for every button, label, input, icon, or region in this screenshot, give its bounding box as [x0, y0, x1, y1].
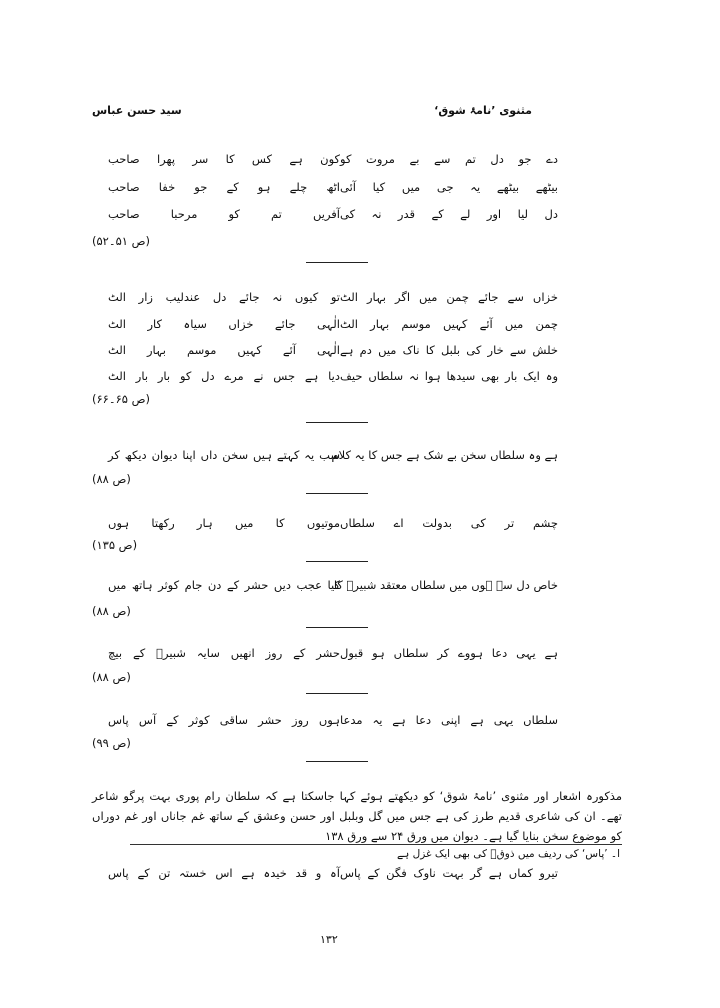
footnote-hemistich: آہ و قد خیدہ ہے اس خستہ تن کے پاس: [108, 866, 340, 880]
verse-hemistich: موتیوں کا میں ہار رکھتا ہوں: [108, 516, 340, 530]
verse-hemistich: خزاں سے جائے چمن میں اگر بہار الٹ: [340, 290, 558, 304]
footnote-rule: [130, 844, 622, 845]
verse-hemistich: چمن میں آئے کہیں موسم بہار الٹ: [340, 317, 558, 331]
verse-hemistich: الٰہی آئے کہیں موسم بہار الٹ: [108, 343, 340, 357]
separator: [306, 761, 368, 762]
page-reference: (ص ۹۹): [92, 736, 131, 750]
verse-hemistich: دل لیا اور لے کے قدر نہ کی: [340, 207, 558, 221]
verse-hemistich: ہے وہ سلطاں سخن بے شک ہے جس کا یہ کلام: [331, 448, 558, 462]
page-reference: (ص ۵۱۔۵۲): [92, 234, 151, 248]
header-title: مثنوی ’نامۂ شوق‘: [434, 104, 532, 117]
separator: [306, 493, 368, 494]
footnote-text: ا۔ ’پاس‘ کی ردیف میں ذوقؔ کی بھی ایک غزل ہے: [396, 848, 620, 860]
separator: [306, 693, 368, 694]
footnote-hemistich: تیرو کماں ہے گر بہت ناوک فگن کے پاس: [340, 866, 558, 880]
verse-hemistich: آفریں تم کو مرحبا صاحب: [108, 207, 340, 221]
verse-hemistich: سلطاں یہی ہے اپنی دعا ہے یہ مدعا: [340, 713, 558, 727]
verse-hemistich: بیٹھے بیٹھے یہ جی میں کیا آئی: [340, 180, 558, 194]
verse-hemistich: خاص دل سے ہوں میں سلطاں معتقد شبیرؑ کا: [333, 578, 558, 592]
verse-hemistich: دیا ہے جس نے مرے دل کو بار بار الٹ: [108, 369, 340, 383]
page-reference: (ص ۸۸): [92, 670, 131, 684]
verse-hemistich: اٹھ چلے ہو کے جو خفا صاحب: [108, 180, 340, 194]
verse-hemistich: خلش سے خار کی بلبل کا ناک میں دم ہے: [340, 343, 558, 357]
separator: [306, 561, 368, 562]
separator: [306, 627, 368, 628]
verse-hemistich: کیا عجب دیں حشر کے دن جام کوثر ہاتھ میں: [108, 578, 340, 592]
page-reference: (ص ۸۸): [92, 472, 131, 486]
separator: [306, 422, 368, 423]
verse-hemistich: کون ہے کس کا سر پھرا صاحب: [108, 152, 340, 166]
verse-hemistich: ہوں روز حشر ساقی کوثر کے آس پاس: [108, 713, 340, 727]
body-paragraph: مذکورہ اشعار اور مثنوی ’نامۂ شوق‘ کو دیکھتے ہوئے کہا جاسکتا ہے کہ سلطان رام پوری بہت پرگو شاعر تھے۔ ان کی شاعری قدیم طرز کی ہے جس میں گل وبلبل اور حسن وعشق کے ساتھ غم جاناں اور غم دوراں کو موضوع سخن بنایا گیا ہے۔ دیوان میں ورق ۲۴ سے ورق ۱۳۸: [92, 789, 622, 843]
page-reference: (ص ۶۵۔۶۶): [92, 392, 151, 406]
header-author: سید حسن عباس: [92, 104, 182, 117]
verse-hemistich: ہے یہی دعا ہووے کر سلطاں ہو قبول: [340, 646, 558, 660]
verse-hemistich: حشر کے روز انھیں سایہ شبیرؑ کے بیچ: [108, 646, 340, 660]
page-reference: (ص ۸۸): [92, 604, 131, 618]
separator: [306, 262, 368, 263]
verse-hemistich: وہ ایک بار بھی سیدھا ہوا نہ سلطاں حیف: [340, 369, 558, 383]
verse-hemistich: تو کیوں نہ جائے دل عندلیب زار الٹ: [108, 290, 340, 304]
page-reference: (ص ۱۳۵): [92, 538, 138, 552]
verse-hemistich: الٰہی جائے خزاں سیاہ کار الٹ: [108, 317, 340, 331]
verse-hemistich: دے جو دل تم سے بے مروت کو: [340, 152, 558, 166]
page-number: ۱۳۲: [320, 933, 338, 946]
verse-hemistich: سب یہ کہتے ہیں سخن داں اپنا دیوان دیکھ کر: [108, 448, 340, 462]
verse-hemistich: چشم تر کی بدولت اے سلطاں: [340, 516, 558, 530]
